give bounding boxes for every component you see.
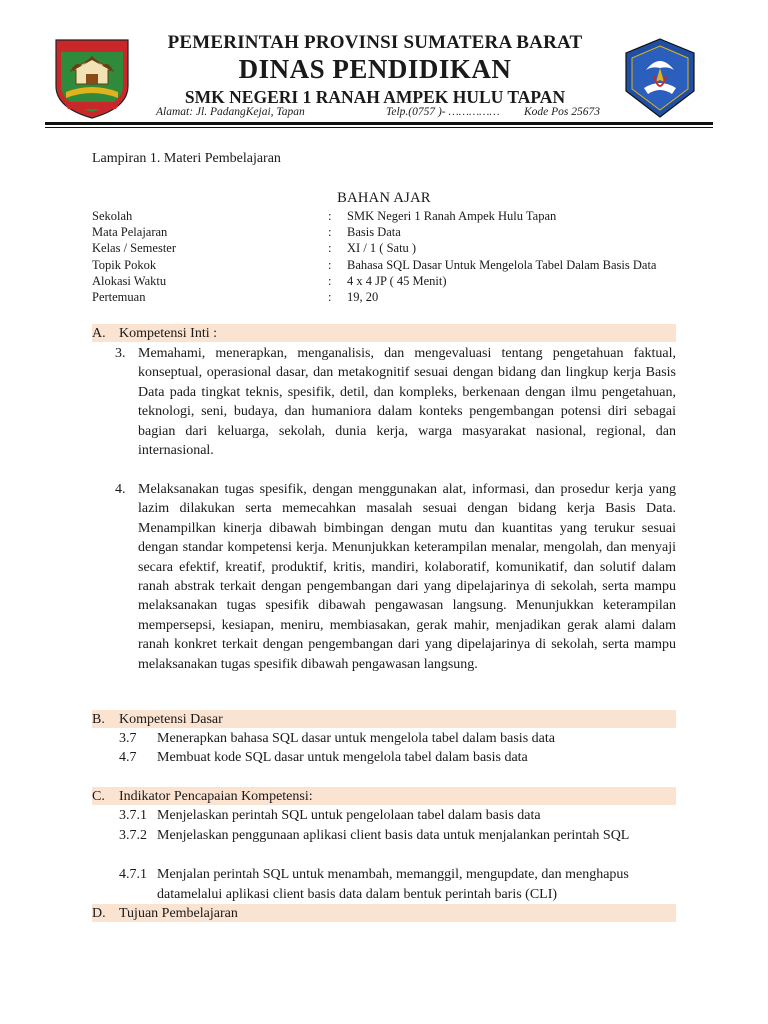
letterhead xyxy=(140,32,610,108)
section-title: Kompetensi Inti : xyxy=(119,326,217,341)
section-letter: C. xyxy=(92,789,105,804)
info-colon: : xyxy=(328,257,332,272)
info-colon: : xyxy=(328,273,332,288)
section-title: Tujuan Pembelajaran xyxy=(119,906,238,921)
info-colon: : xyxy=(328,289,332,304)
info-label: Pertemuan xyxy=(92,289,146,304)
letterhead-government: PEMERINTAH PROVINSI SUMATERA BARAT xyxy=(167,32,583,53)
item-number: 3.7 xyxy=(119,731,137,746)
section-b-heading xyxy=(92,710,676,728)
phone-text: Telp.(0757 )- …………… xyxy=(386,106,500,118)
info-value: 4 x 4 JP ( 45 Menit) xyxy=(347,273,447,288)
item-text: Membuat kode SQL dasar untuk mengelola tabel dalam basis data xyxy=(157,750,528,765)
section-a-heading xyxy=(92,324,676,342)
letterhead-school: SMK NEGERI 1 RANAH AMPEK HULU TAPAN xyxy=(184,87,566,107)
letterhead-divider-thick xyxy=(45,122,713,125)
letterhead-agency: DINAS PENDIDIKAN xyxy=(238,54,512,84)
section-d-heading xyxy=(92,904,676,922)
item-text: Menerapkan bahasa SQL dasar untuk mengelola tabel dalam basis data xyxy=(157,731,555,746)
attachment-label: Lampiran 1. Materi Pembelajaran xyxy=(92,151,281,166)
postal-code-text: Kode Pos 25673 xyxy=(524,106,601,118)
item-text: Menjelaskan perintah SQL untuk pengelolaan tabel dalam basis data xyxy=(157,808,541,823)
item-number: 3.7.2 xyxy=(119,828,147,843)
item-number: 4.7.1 xyxy=(119,867,147,882)
info-label: Alokasi Waktu xyxy=(92,273,167,288)
info-colon: : xyxy=(328,209,332,223)
info-value: 19, 20 xyxy=(347,289,379,304)
item-text: Menjalan perintah SQL untuk menambah, memanggil, mengupdate, dan menghapus datamelalui aplikasi client basis data dalam bentuk perintah baris (CLI) xyxy=(157,867,629,902)
section-c-heading xyxy=(92,787,676,805)
tut-wuri-handayani-emblem-icon xyxy=(620,36,700,120)
item-text: Melaksanakan tugas spesifik, dengan menggunakan alat, informasi, dan prosedur kerja yang lazim dilakukan serta memecahkan masalah sesuai dengan bidang kerja Basis Data. Menampilkan kinerja dibawah bimbingan dengan mutu dan kuantitas yang terukur sesuai dengan standar kompetensi kerja. Menunjukkan keterampilan menalar, mengolah, dan menyaji secara efektif, kreatif, produktif, kritis, mandiri, kolaboratif, komunikatif, dan solutif dalam ranah abstrak terkait dengan pengembangan dari yang dipelajarinya di sekolah, serta mampu melaksanakan tugas spesifik dibawah pengawasan langsung. Menunjukkan keterampilan mempersepsi, kesiapan, meniru, membiasakan, gerak mahir, menjadikan gerak alami dalam ranah konkret terkait dengan pengembangan dari yang dipelajarinya di sekolah, serta mampu melaksanakan tugas spesifik dibawah pengawasan langsung. xyxy=(138,482,676,672)
info-label: Topik Pokok xyxy=(92,257,157,272)
info-label: Sekolah xyxy=(92,209,133,223)
section-letter: D. xyxy=(92,906,106,921)
item-number: 3. xyxy=(115,346,126,361)
section-title: Indikator Pencapaian Kompetensi: xyxy=(119,789,313,804)
info-value: XI / 1 ( Satu ) xyxy=(347,241,417,256)
info-value: Basis Data xyxy=(347,225,401,240)
item-number: 4.7 xyxy=(119,750,137,765)
item-number: 4. xyxy=(115,482,126,497)
item-number: 3.7.1 xyxy=(119,808,147,823)
section-letter: A. xyxy=(92,326,106,341)
info-label: Kelas / Semester xyxy=(92,241,177,256)
info-value: SMK Negeri 1 Ranah Ampek Hulu Tapan xyxy=(347,209,557,223)
sumatera-barat-shield-icon xyxy=(52,36,132,120)
info-value: Bahasa SQL Dasar Untuk Mengelola Tabel Dalam Basis Data xyxy=(347,257,657,272)
item-text: Memahami, menerapkan, menganalisis, dan mengevaluasi tentang pengetahuan faktual, konseptual, operasional dasar, dan metakognitif sesuai dengan bidang dan lingkup kerja Basis Data pada tingkat teknis, spesifik, detil, dan kompleks, berkenaan dengan ilmu pengetahuan, teknologi, seni, budaya, dan humaniora dalam konteks pengembangan potensi diri sebagai bagian dari keluarga, sekolah, dunia kerja, warga masyarakat nasional, regional, dan internasional. xyxy=(138,346,676,459)
item-text: Menjelaskan penggunaan aplikasi client basis data untuk menjalankan perintah SQL xyxy=(157,828,630,843)
section-title: Kompetensi Dasar xyxy=(119,712,223,727)
info-colon: : xyxy=(328,241,332,256)
document-title: BAHAN AJAR xyxy=(337,190,431,206)
address-text: Alamat: Jl. PadangKejai, Tapan xyxy=(156,106,305,118)
tut-wuri-handayani-logo xyxy=(620,36,700,120)
info-label: Mata Pelajaran xyxy=(92,225,168,240)
info-colon: : xyxy=(328,225,332,240)
letterhead-divider-thin xyxy=(45,127,713,128)
section-letter: B. xyxy=(92,712,105,727)
sumatera-barat-logo xyxy=(52,36,132,120)
